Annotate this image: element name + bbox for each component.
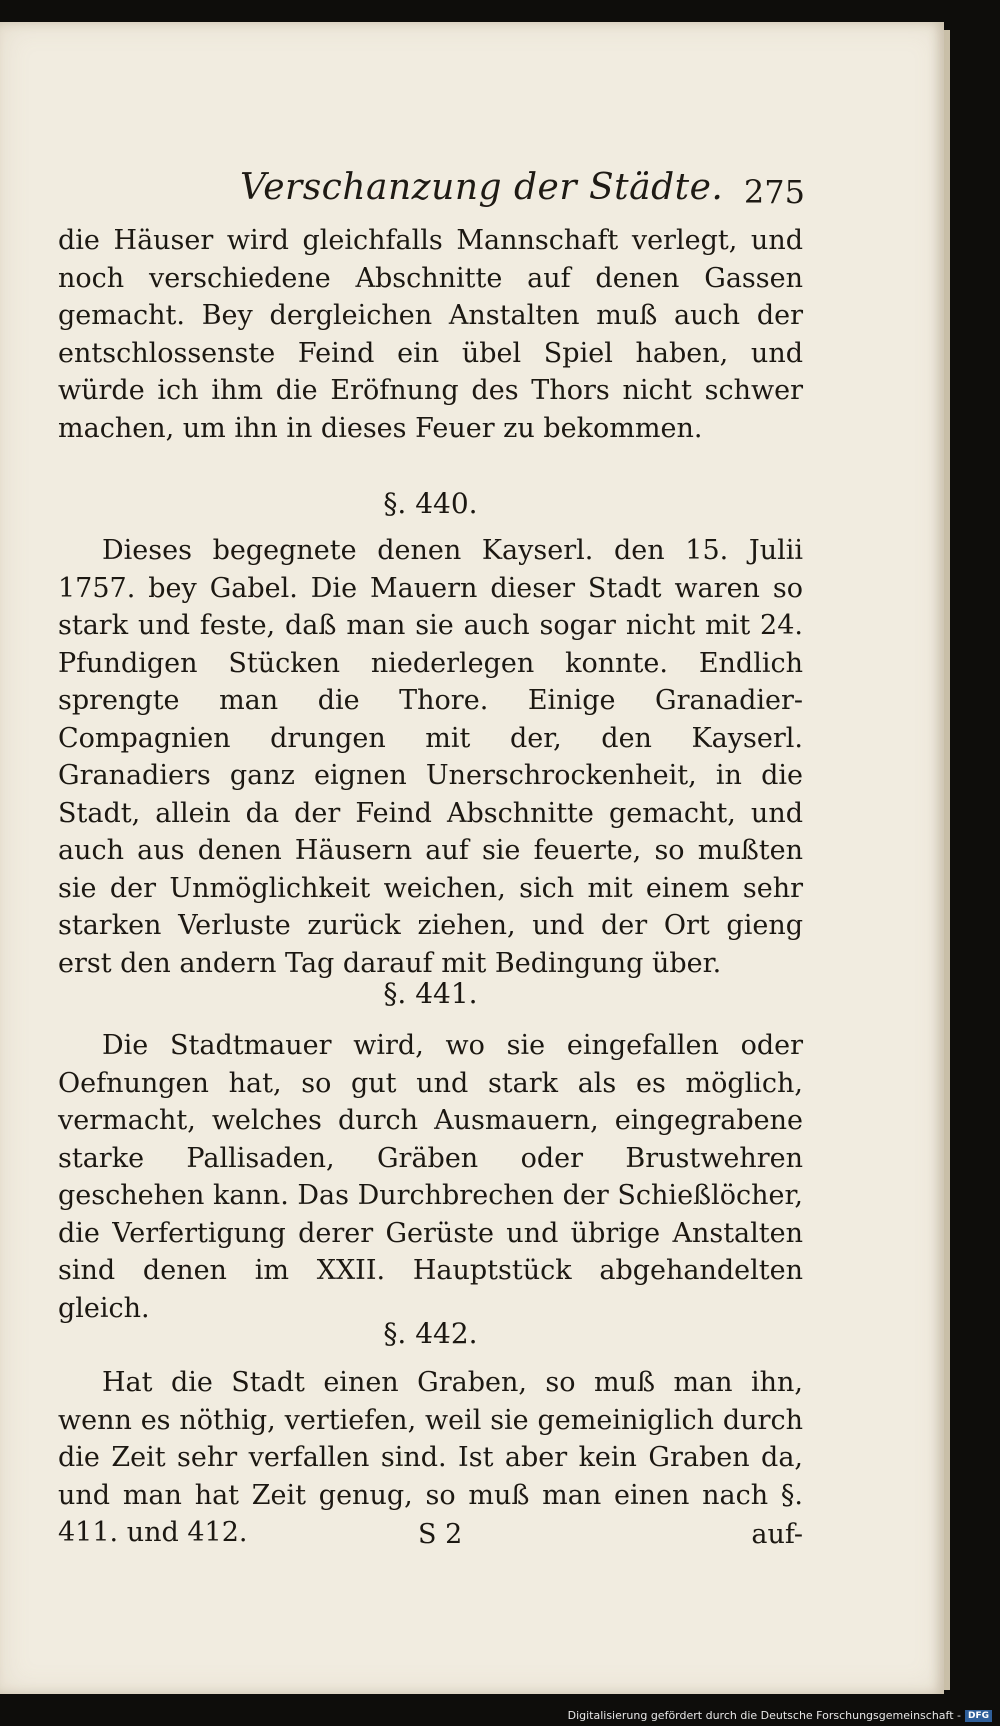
dfg-logo: DFG — [965, 1710, 992, 1722]
running-title: Verschanzung der Städte. — [240, 167, 724, 208]
section-441-paragraph — [58, 1027, 803, 1327]
page-header — [240, 167, 805, 219]
page-footer — [58, 1519, 803, 1559]
book-page — [0, 22, 944, 1694]
section-heading-440: §. 440. — [383, 487, 478, 520]
section-heading-441: §. 441. — [383, 977, 478, 1010]
paragraph-text: Dieses begegnete denen Kayserl. den 15. Julii 1757. bey Gabel. Die Mauern dieser Stadt waren so stark und feste, daß man sie auch sogar nicht mit 24. Pfundigen Stücken niederlegen konnte. Endlich sprengte man die Thore. Einige Granadier-Compagnien drungen mit der, den Kayserl. Granadiers ganz eignen Unerschrockenheit, in die Stadt, allein da der Feind Abschnitte gemacht, und auch aus denen Häusern auf sie feuerte, so mußten sie der Unmöglichkeit weichen, sich mit einem sehr starken Verluste zurück ziehen, und der Ort gieng erst den andern Tag darauf mit Bedingung über. — [58, 535, 803, 979]
signature-mark: S 2 — [418, 1519, 463, 1550]
page-number: 275 — [743, 173, 805, 211]
intro-paragraph — [58, 222, 803, 447]
paragraph-text: die Häuser wird gleichfalls Mannschaft verlegt, und noch verschiedene Abschnitte auf denen Gassen gemacht. Bey dergleichen Anstalten muß auch der entschlossenste Feind ein übel Spiel haben, und würde ich ihm die Eröfnung des Thors nicht schwer machen, um ihn in dieses Feuer zu bekommen. — [58, 225, 803, 444]
catchword: auf- — [751, 1519, 803, 1550]
credit-text: Digitalisierung gefördert durch die Deutsche Forschungsgemeinschaft - — [567, 1709, 961, 1722]
digitization-credit — [568, 1709, 992, 1722]
paragraph-text: Hat die Stadt einen Graben, so muß man ihn, wenn es nöthig, vertiefen, weil sie gemeiniglich durch die Zeit sehr verfallen sind. Ist aber kein Graben da, und man hat Zeit genug, so muß man einen nach §. 411. und 412. — [58, 1367, 803, 1548]
page-edge — [944, 30, 950, 1690]
section-440-paragraph — [58, 532, 803, 982]
section-heading-442: §. 442. — [383, 1317, 478, 1350]
paragraph-text: Die Stadtmauer wird, wo sie eingefallen oder Oefnungen hat, so gut und stark als es möglich, vermacht, welches durch Ausmauern, eingegrabene starke Pallisaden, Gräben oder Brustwehren geschehen kann. Das Durchbrechen der Schießlöcher, die Verfertigung derer Gerüste und übrige Anstalten sind denen im XXII. Hauptstück abgehandelten gleich. — [58, 1030, 803, 1324]
